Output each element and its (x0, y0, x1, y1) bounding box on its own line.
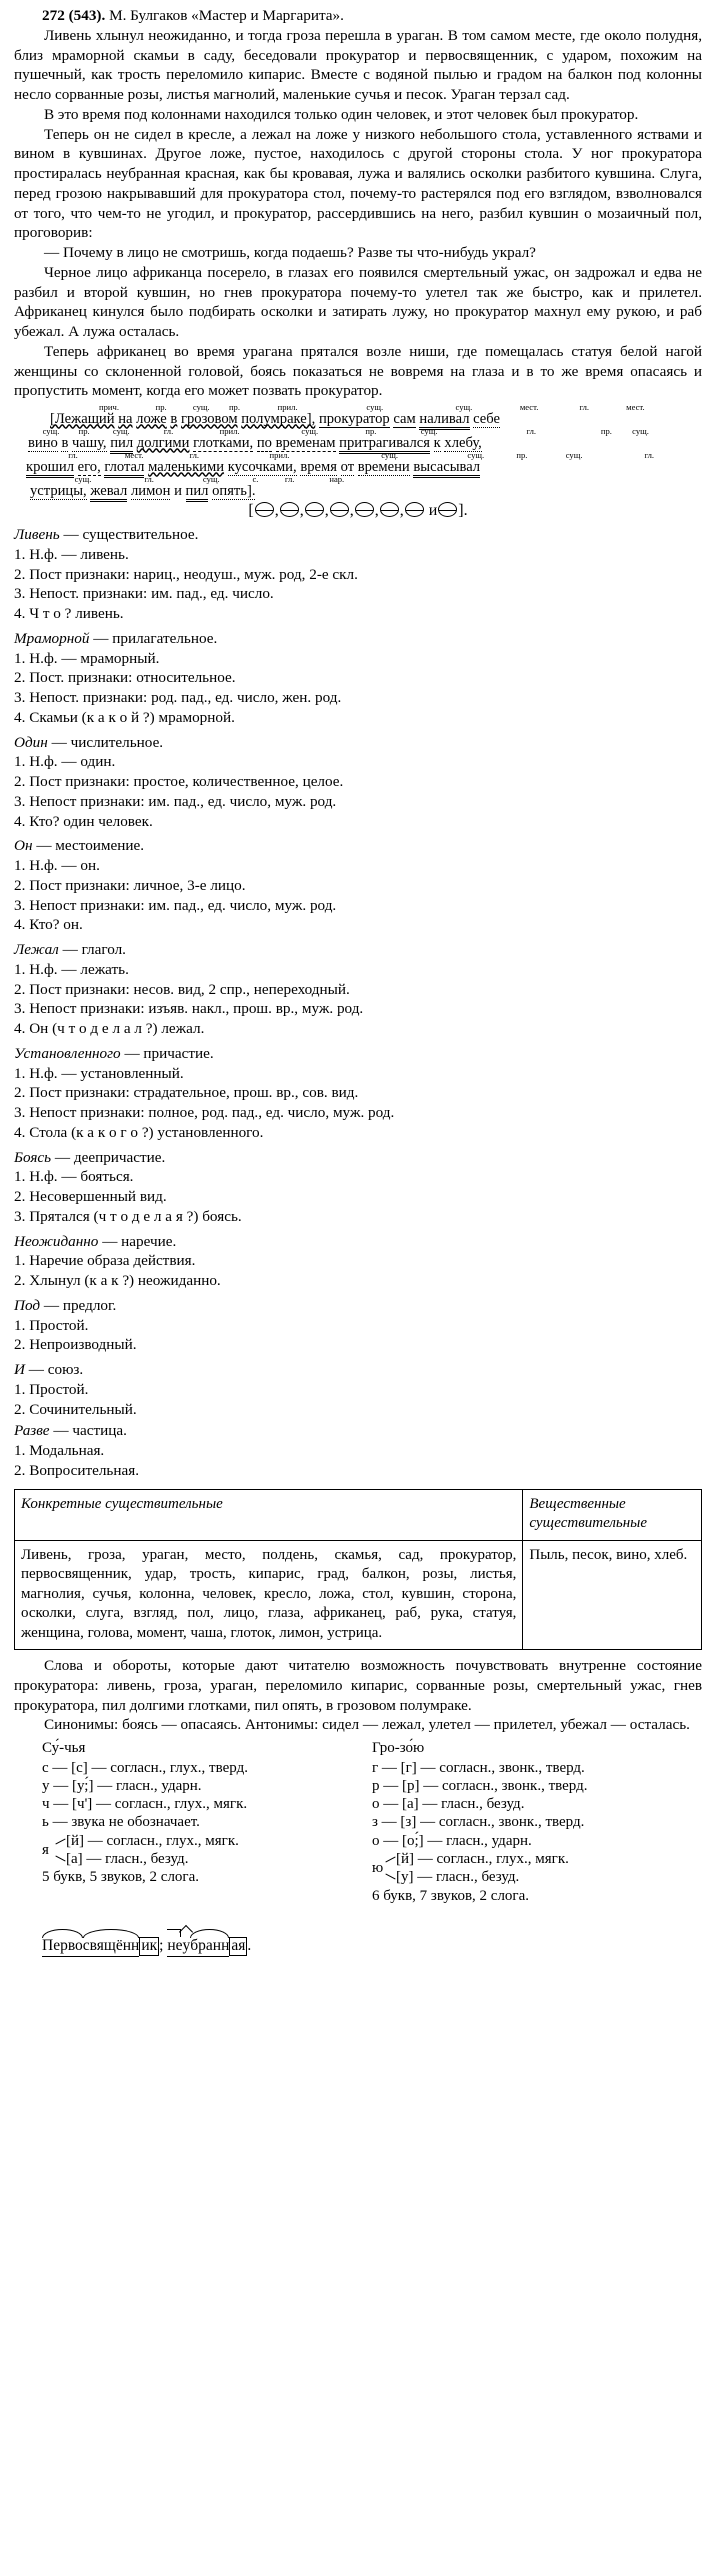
parsed-word: от (340, 458, 355, 475)
morph-part-of-speech: числительное. (70, 733, 164, 751)
phonetic-row: з — [з] — согласн., звонк., тверд. (372, 1814, 585, 1831)
morph-point: 3. Непост признаки: им. пад., ед. число, муж. род. (14, 792, 337, 810)
morph-point: 4. Стола (к а к о г о ?) установленного. (14, 1123, 264, 1141)
scheme-predicate-circle (255, 502, 274, 517)
morph-entry: Мраморной — прилагательное. 1. Н.ф. — мраморный. 2. Пост. признаки: относительное. 3. Непост. признаки: род. пад., ед. число, жен. род. 4. Скамьи (к а к о й ?) мраморной. (14, 629, 702, 728)
phonetic-row: у — [у;́] — гласн., ударн. (42, 1777, 202, 1794)
phonetic-brace-group (372, 1850, 702, 1887)
phonetic-word: Су́-чья (42, 1740, 86, 1757)
morph-word: И (14, 1361, 25, 1379)
phonetic-row: [у] — гласн., безуд. (396, 1869, 520, 1886)
morph-part-of-speech: существительное. (82, 526, 199, 544)
parsed-word: жевал (90, 483, 127, 502)
phonetic-brace-letter: ю (372, 1860, 384, 1877)
morph-part-of-speech: местоимение. (55, 837, 145, 855)
nouns-classification-table (14, 1489, 702, 1651)
morpheme-root: Перво (42, 1936, 83, 1956)
phonetic-total: 6 букв, 7 звуков, 2 слога. (372, 1887, 529, 1904)
morph-point: 2. Сочинительный. (14, 1400, 137, 1418)
parsed-word: глотал (104, 459, 144, 478)
morph-entry: Под — предлог. 1. Простой. 2. Непроизводный. (14, 1296, 702, 1355)
morph-point: 1. Н.ф. — ливень. (14, 545, 129, 563)
morph-point: 4. Скамьи (к а к о й ?) мраморной. (14, 708, 235, 726)
brace-icon (55, 1833, 66, 1867)
pos-tag-row: сущ. гл. сущ. с. гл. нар. (74, 474, 345, 485)
morpheme-ending: ая (231, 1936, 246, 1954)
morph-point: 2. Пост признаки: страдательное, прош. вр., сов. вид. (14, 1084, 359, 1102)
story-paragraph: — Почему в лицо не смотришь, когда подаешь? Разве ты что-нибудь украл? (44, 244, 536, 261)
parsed-word: ложе (136, 410, 167, 427)
morph-point: 1. Простой. (14, 1380, 89, 1398)
morph-point: 1. Н.ф. — установленный. (14, 1064, 184, 1082)
parsed-word: сам (393, 410, 416, 427)
parsed-word: время (300, 458, 337, 475)
morphemic-word-neubrannaya (167, 1923, 247, 1957)
phonetic-row: р — [р] — согласн., звонк., тверд. (372, 1777, 588, 1794)
morph-point: 1. Н.ф. — он. (14, 857, 100, 875)
table-cell-material: Пыль, песок, вино, хлеб. (523, 1540, 702, 1650)
parsed-word: времени (357, 458, 410, 475)
parsed-word: опять]. (212, 482, 256, 499)
table-header-material: Вещественные существительные (523, 1489, 702, 1540)
morph-word: Разве (14, 1422, 50, 1440)
table-row (15, 1489, 702, 1540)
parsed-word: пил (110, 435, 133, 454)
morphemic-separator: ; (159, 1936, 168, 1954)
morph-entry: Он — местоимение. 1. Н.ф. — он. 2. Пост признаки: личное, 3-е лицо. 3. Непост признаки: им. пад., ед. число, муж. род. 4. Кто? он. (14, 836, 702, 935)
story-paragraph: Черное лицо африканца посерело, в глазах его появился смертельный ужас, он задрожал и едва не разбил и второй кувшин, но гнев прокуратора почему-то улетел так же быстро, как и прилетел. Африканец кинулся было подбирать осколки и затирать лужу, но прокуратор махнул ему рукою, и раб убежал. А лужа осталась. (14, 263, 702, 340)
morph-word: Он (14, 837, 33, 855)
pos-tag-row: гл. мест. гл. прил. сущ. сущ. пр. сущ. гл. (68, 450, 655, 461)
parsed-word: грозовом (180, 410, 238, 427)
exercise-heading (14, 6, 702, 26)
morph-point: 1. Н.ф. — лежать. (14, 960, 129, 978)
story-paragraph: Ливень хлынул неожиданно, и тогда гроза перешла в ураган. В том самом месте, где около полудня, близ мраморной скамьи в саду, беседовали прокуратор и первосвященник, с ударом, похожим на пушечный, как трость переломило кипарис. Вместе с водяной пылью и градом на балкон под колонны несло сорванные розы, листья магнолий, маленькие сучья и песок. Ураган терзал сад. (14, 26, 702, 103)
morphemic-period: . (247, 1936, 252, 1954)
parsed-word: маленькими (148, 458, 225, 475)
pos-tag-row: прич. пр. сущ. пр. прил. сущ. сущ. мест. гл. мест. (99, 402, 645, 412)
parsed-word: к (433, 434, 441, 451)
morph-entry: Неожиданно — наречие. 1. Наречие образа действия. 2. Хлынул (к а к ?) неожиданно. (14, 1232, 702, 1291)
parsed-word: по (256, 434, 272, 451)
morph-entry: Разве — частица. 1. Модальная. 2. Вопросительная. (14, 1421, 702, 1480)
morph-entry: Один — числительное. 1. Н.ф. — один. 2. Пост признаки: простое, количественное, целое. 3. Непост признаки: им. пад., ед. число, муж. род. 4. Кто? один человек. (14, 733, 702, 832)
morph-point: 2. Пост признаки: нариц., неодуш., муж. род, 2-е скл. (14, 565, 358, 583)
parsed-word: в (170, 410, 178, 427)
scheme-predicate-circle (380, 502, 399, 517)
morph-part-of-speech: прилагательное. (112, 629, 218, 647)
morpheme-prefix: у (183, 1936, 191, 1956)
pos-tag-row: сущ. пр. сущ. гл. прил. сущ. пр. сущ. гл. пр. сущ. (42, 426, 649, 437)
parsed-sentence-line (14, 460, 702, 475)
morph-point: 4. Кто? один человек. (14, 812, 153, 830)
phonetic-row: [а] — гласн., безуд. (66, 1850, 189, 1867)
brace-icon (385, 1851, 396, 1885)
morphological-analyses (14, 525, 702, 1481)
parsed-word: временам (275, 434, 336, 451)
parsed-word: прокуратор (318, 410, 390, 427)
parsed-word: и (174, 482, 182, 499)
morpheme-root: бранн (190, 1936, 229, 1956)
phonetic-analyses (14, 1739, 702, 1905)
phonetic-row: [й] — согласн., глух., мягк. (66, 1832, 239, 1849)
phonetic-row: [й] — согласн., глух., мягк. (396, 1850, 569, 1867)
morph-point: 3. Непост признаки: полное, род. пад., ед. число, муж. род. (14, 1104, 395, 1122)
morph-part-of-speech: причастие. (143, 1044, 214, 1062)
story-paragraph: Теперь он не сидел в кресле, а лежал на ложе у низкого небольшого стола, уставленного яствами и вином в кувшинах. Другое ложе, пустое, находилось с другой стороны стола. У ног прокуратора простиралась неубранная красная, как бы кровавая, лужа и валялись осколки разбитого кувшина. Слуга, перед грозою накрывавший для прокуратора стол, почему-то растерялся под его взглядом, взволновался от того, что чем-то не угодил, и прокуратор, рассердившись на него, разбил кувшин о мозаичный пол, проговорив: (14, 125, 702, 242)
morph-entry: Боясь — деепричастие. 1. Н.ф. — бояться. 2. Несовершенный вид. 3. Прятался (ч т о д е л а я ?) боясь. (14, 1148, 702, 1227)
morph-word: Один (14, 733, 48, 751)
morph-point: 3. Непост. признаки: род. пад., ед. число, жен. род. (14, 689, 342, 707)
phonetic-total: 5 букв, 5 звуков, 2 слога. (42, 1869, 199, 1886)
morph-entry: Ливень — существительное. 1. Н.ф. — ливень. 2. Пост признаки: нариц., неодуш., муж. род, 2-е скл. 3. Непост. признаки: им. пад., ед. число. 4. Ч т о ? ливень. (14, 525, 702, 624)
exercise-number: 272 (543). (42, 7, 106, 24)
parsed-word: вино (28, 434, 58, 451)
parsed-word: лимон (130, 482, 171, 499)
table-cell-concrete: Ливень, гроза, ураган, место, полдень, скамья, сад, прокуратор, первосвященник, удар, трость, кипарис, град, балкон, розы, листья, магнолия, сучья, колонна, человек, кресло, ложа, стол, кувшин, сторона, осколки, слуга, взгляд, пол, лицо, глаза, африканец, раб, рука, статуя, женщина, голова, момент, чаша, глоток, лимон, устрица. (15, 1540, 523, 1650)
parsed-word: притрагивался (339, 435, 430, 454)
morph-point: 4. Он (ч т о д е л а л ?) лежал. (14, 1020, 205, 1038)
parsed-word: пил (186, 483, 209, 502)
morph-point: 3. Непост признаки: им. пад., ед. число, муж. род. (14, 896, 337, 914)
phonetic-row: с — [с] — согласн., глух., тверд. (42, 1759, 248, 1776)
morph-word: Под (14, 1296, 41, 1314)
morph-word: Установленного (14, 1044, 121, 1062)
scheme-predicate-circle (280, 502, 299, 517)
table-row (15, 1540, 702, 1650)
morph-word: Неожиданно (14, 1232, 99, 1250)
morph-word: Лежал (14, 941, 59, 959)
morpheme-ending: ик (141, 1936, 158, 1954)
morph-point: 2. Пост признаки: несов. вид, 2 спр., непереходный. (14, 980, 350, 998)
scheme-predicate-circle (305, 502, 324, 517)
morph-part-of-speech: наречие. (121, 1232, 177, 1250)
morph-point: 2. Вопросительная. (14, 1461, 140, 1479)
parsed-word: устрицы, (30, 482, 87, 499)
morph-point: 2. Пост признаки: простое, количественное, целое. (14, 773, 344, 791)
phonetic-analysis-suchya (14, 1739, 358, 1905)
morphemic-word-pervosvyashchennik (42, 1923, 159, 1957)
parsed-word: [Лежащий (50, 410, 115, 427)
morph-word: Ливень (14, 526, 60, 544)
parsed-word: себе (473, 410, 500, 427)
morph-point: 1. Простой. (14, 1316, 89, 1334)
morph-point: 2. Пост признаки: личное, 3-е лицо. (14, 876, 246, 894)
phonetic-row: о — [о;́] — гласн., ударн. (372, 1832, 532, 1849)
morph-point: 4. Кто? он. (14, 916, 83, 934)
morpheme-prefix: не (167, 1936, 182, 1956)
morph-word: Боясь (14, 1148, 52, 1166)
morph-part-of-speech: предлог. (62, 1296, 117, 1314)
morph-point: 3. Непост. признаки: им. пад., ед. число. (14, 585, 274, 603)
parsed-sentence-line (14, 412, 702, 427)
parsed-word: в (61, 434, 69, 451)
scheme-bracket-close: ]. (458, 502, 468, 520)
parsed-word: крошил (26, 459, 74, 478)
parsed-sentence-line (14, 436, 702, 451)
morph-point: 2. Несовершенный вид. (14, 1188, 167, 1206)
scheme-conjunction: и (428, 502, 438, 520)
phonetic-brace-group (42, 1832, 358, 1869)
morph-part-of-speech: деепричастие. (73, 1148, 166, 1166)
parsed-word: полумраке], (241, 410, 316, 427)
morph-entry: Установленного — причастие. 1. Н.ф. — установленный. 2. Пост признаки: страдательное, прош. вр., сов. вид. 3. Непост признаки: полное, род. пад., ед. число, муж. род. 4. Стола (к а к о г о ?) установленного. (14, 1044, 702, 1143)
morph-point: 1. Н.ф. — мраморный. (14, 649, 160, 667)
morpheme-root: свящённ (83, 1936, 140, 1956)
table-header-concrete: Конкретные существительные (15, 1489, 523, 1540)
morph-part-of-speech: частица. (72, 1422, 127, 1440)
morph-point: 2. Непроизводный. (14, 1336, 137, 1354)
scheme-predicate-circle (330, 502, 349, 517)
morph-word: Мраморной (14, 629, 90, 647)
parsed-word: хлебу, (444, 434, 482, 451)
parsed-word: высасывал (413, 459, 480, 478)
parsed-word: чашу, (72, 434, 107, 451)
parsed-word: кусочками, (227, 458, 297, 475)
morph-point: 2. Пост. признаки: относительное. (14, 669, 236, 687)
syntactic-parse-block (14, 403, 702, 520)
parsed-word: долгими (136, 434, 190, 451)
scheme-predicate-circle (355, 502, 374, 517)
phonetic-row: ч — [ч'] — согласн., глух., мягк. (42, 1796, 248, 1813)
morph-entry: И — союз. 1. Простой. 2. Сочинительный. (14, 1360, 702, 1419)
sentence-scheme: [ , , , , , , и ]. (248, 502, 468, 520)
parsed-word: на (118, 410, 133, 427)
morph-point: 1. Н.ф. — один. (14, 753, 116, 771)
phonetic-row: ь — звука не обозначает. (42, 1814, 200, 1831)
morph-point: 1. Н.ф. — бояться. (14, 1168, 134, 1186)
phonetic-brace-letter: я (42, 1841, 49, 1858)
story-paragraph: В это время под колоннами находился только один человек, и этот человек был прокуратор. (44, 105, 639, 123)
morph-point: 4. Ч т о ? ливень. (14, 605, 124, 623)
parsed-sentence-line (14, 484, 702, 499)
parsed-word: наливал (419, 411, 469, 430)
phonetic-row: г — [г] — согласн., звонк., тверд. (372, 1759, 585, 1776)
scheme-predicate-circle (405, 502, 424, 517)
story-paragraph: Теперь африканец во время урагана прятался возле ниши, где помещалась статуя белой нагой женщины со склоненной головой, боясь показаться не вовремя на глаза и в то же время опасаясь и пропустить момент, когда его может позвать прокуратор. (14, 342, 702, 400)
closing-paragraph: Слова и обороты, которые дают читателю возможность почувствовать внутренне состояние прокуратора: ливень, гроза, ураган, переломило кипарис, сорванные розы, смертельный ужас, гнев прокуратора, пил долгими глотками, пил опять, в грозовом полумраке. (14, 1657, 702, 1714)
closing-paragraph: Синонимы: боясь — опасаясь. Антонимы: сидел — лежал, улетел — прилетел, убежал — осталась. (44, 1716, 690, 1734)
exercise-source: М. Булгаков «Мастер и Маргарита». (109, 7, 344, 24)
morphemic-analysis (14, 1923, 702, 1957)
morph-point: 3. Непост признаки: изъяв. накл., прош. вр., муж. род. (14, 1000, 364, 1018)
morph-point: 1. Наречие образа действия. (14, 1252, 196, 1270)
morph-entry: Лежал — глагол. 1. Н.ф. — лежать. 2. Пост признаки: несов. вид, 2 спр., непереходный. 3. Непост признаки: изъяв. накл., прош. вр., муж. род. 4. Он (ч т о д е л а л ?) лежал. (14, 940, 702, 1039)
scheme-bracket-open: [ (248, 502, 254, 520)
morph-point: 2. Хлынул (к а к ?) неожиданно. (14, 1272, 221, 1290)
morph-point: 3. Прятался (ч т о д е л а я ?) боясь. (14, 1207, 242, 1225)
morph-part-of-speech: союз. (47, 1361, 84, 1379)
scheme-predicate-circle (438, 502, 457, 517)
parsed-word: его, (77, 458, 101, 475)
phonetic-analysis-grozoyu (358, 1739, 702, 1905)
morph-part-of-speech: глагол. (81, 941, 126, 959)
parsed-word: глотками, (193, 434, 254, 451)
morph-point: 1. Модальная. (14, 1442, 105, 1460)
phonetic-row: о — [а] — гласн., безуд. (372, 1796, 525, 1813)
phonetic-word: Гро-зо́ю (372, 1740, 425, 1757)
